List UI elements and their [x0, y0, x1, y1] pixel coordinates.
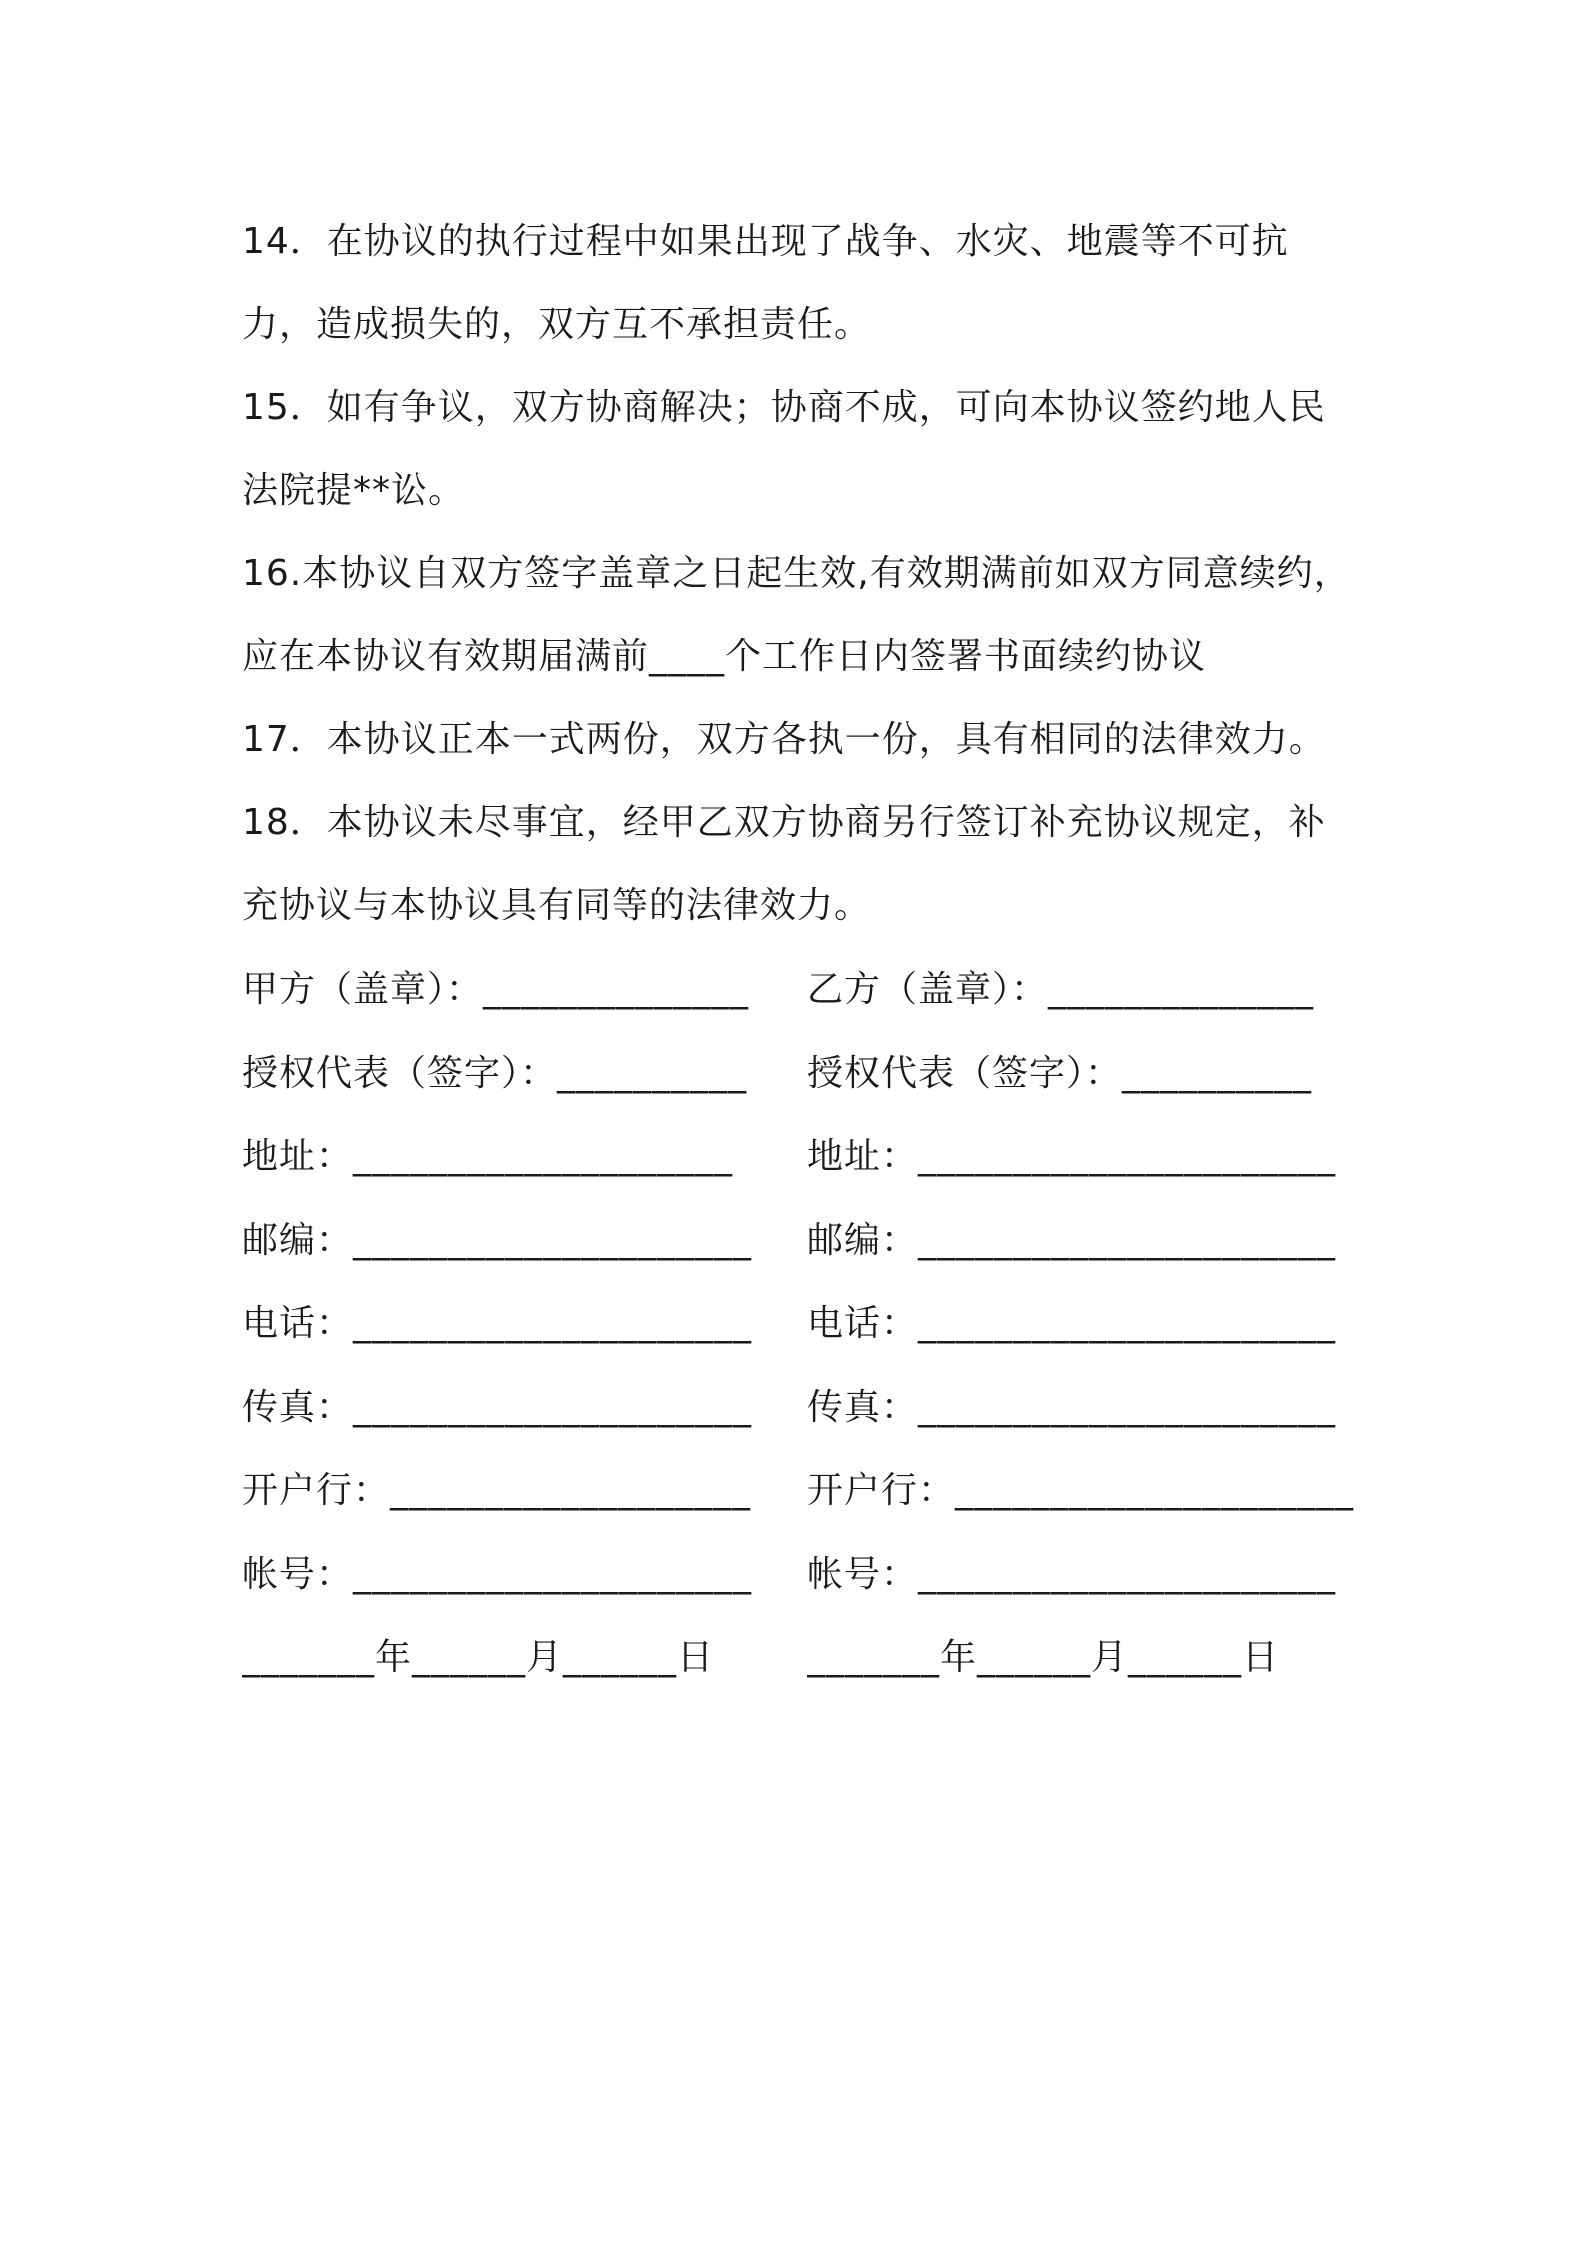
party-a-fax: 传真：_____________________	[242, 1386, 753, 1428]
party-b-seal: 乙方（盖章）：______________	[807, 969, 1315, 1011]
sig-row-date	[242, 1613, 1362, 1697]
party-a-bank: 开户行：___________________	[242, 1470, 752, 1512]
party-a-address: 地址：____________________	[242, 1136, 734, 1178]
party-b-fax: 传真：______________________	[807, 1386, 1337, 1428]
agreement-clauses	[242, 200, 1362, 947]
party-a-account: 帐号：_____________________	[242, 1553, 753, 1595]
sig-row-address	[242, 1112, 1362, 1196]
sig-row-bank	[242, 1446, 1362, 1530]
party-a-seal: 甲方（盖章）：______________	[242, 969, 750, 1011]
sig-row-seal	[242, 945, 1362, 1029]
party-b-postcode: 邮编：______________________	[807, 1219, 1337, 1261]
sig-row-representative	[242, 1029, 1362, 1113]
party-a-date: _______年______月______日	[242, 1637, 714, 1679]
sig-row-phone	[242, 1279, 1362, 1363]
sig-row-fax	[242, 1363, 1362, 1447]
clause-15: 15．如有争议，双方协商解决；协商不成，可向本协议签约地人民法院提**讼。	[242, 387, 1326, 511]
party-b-phone: 电话：______________________	[807, 1303, 1337, 1345]
party-b-date: _______年______月______日	[807, 1637, 1279, 1679]
party-b-account: 帐号：______________________	[807, 1553, 1337, 1595]
clause-18: 18．本协议未尽事宜，经甲乙双方协商另行签订补充协议规定，补充协议与本协议具有同等的法律效力。	[242, 802, 1326, 926]
clause-16: 16.本协议自双方签字盖章之日起生效,有效期满前如双方同意续约，应在本协议有效期届满前____个工作日内签署书面续约协议	[242, 553, 1351, 677]
party-b-bank: 开户行：_____________________	[807, 1470, 1355, 1512]
party-b-representative: 授权代表（签字）：__________	[807, 1052, 1313, 1094]
party-b-address: 地址：______________________	[807, 1136, 1337, 1178]
party-a-representative: 授权代表（签字）：__________	[242, 1052, 748, 1094]
sig-row-postcode	[242, 1196, 1362, 1280]
party-a-postcode: 邮编：_____________________	[242, 1219, 753, 1261]
signature-block	[242, 945, 1362, 1697]
clause-14: 14．在协议的执行过程中如果出现了战争、水灾、地震等不可抗力，造成损失的，双方互不承担责任。	[242, 221, 1289, 345]
sig-row-account	[242, 1530, 1362, 1614]
party-a-phone: 电话：_____________________	[242, 1303, 753, 1345]
clause-17: 17．本协议正本一式两份，双方各执一份，具有相同的法律效力。	[242, 719, 1326, 760]
